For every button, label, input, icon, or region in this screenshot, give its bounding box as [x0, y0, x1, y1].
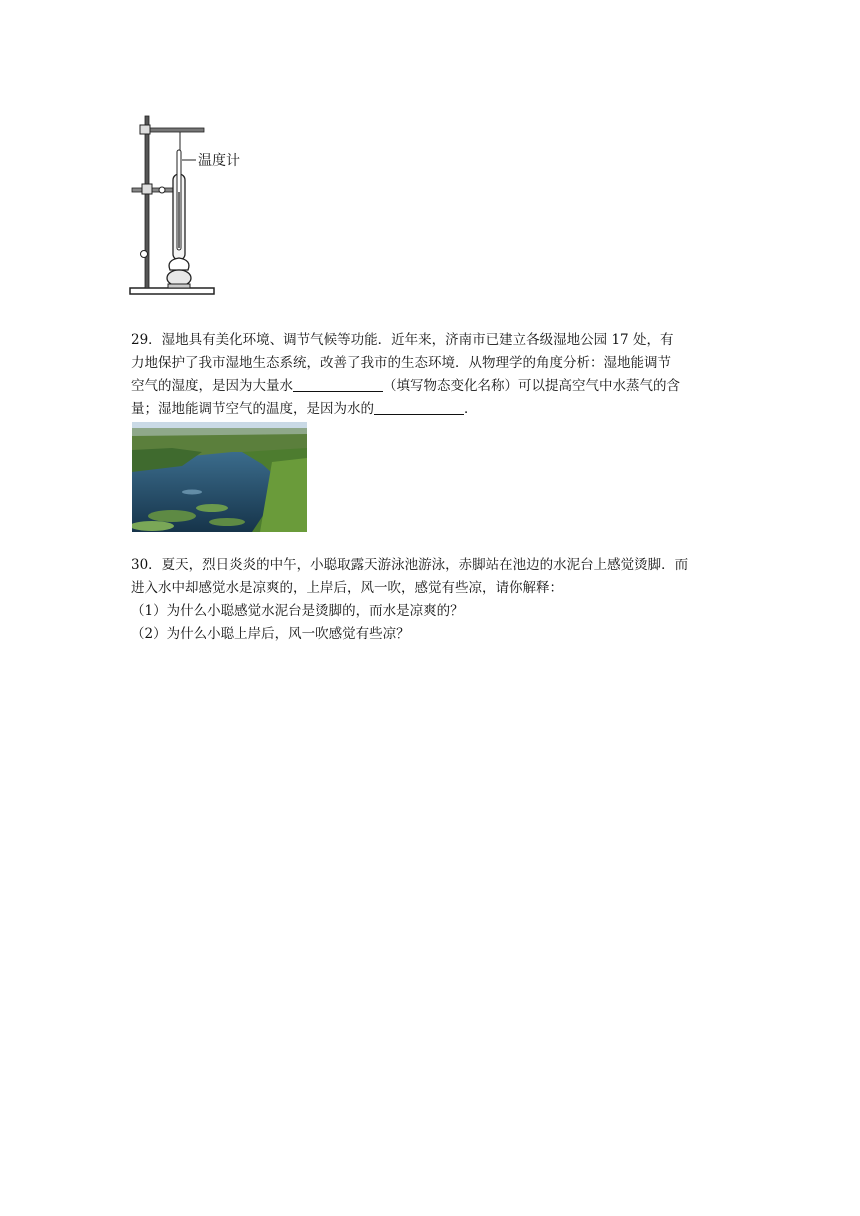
wetland-photo-icon: [132, 422, 307, 532]
wetland-photo: [132, 422, 307, 532]
thermometer-label: 温度计: [198, 153, 240, 169]
q30-line-2: 进入水中却感觉水是凉爽的，上岸后，风一吹，感觉有些凉，请你解释：: [131, 580, 563, 596]
q29-line-4-text-b: ．: [464, 401, 478, 417]
q29-line-1: 29．湿地具有美化环境、调节气候等功能．近年来，济南市已建立各级湿地公园 17 处，有: [131, 332, 674, 348]
answer-blank-2[interactable]: [374, 400, 464, 415]
q29-line-3-text-b: （填写物态变化名称）可以提高空气中水蒸气的含: [383, 378, 680, 394]
q29-line-4-text-a: 量；湿地能调节空气的温度，是因为水的: [131, 401, 374, 417]
q29-line-4: [131, 398, 743, 421]
q29-line-3: [131, 375, 743, 398]
thermometer-stand-icon: [128, 112, 268, 302]
question-30: [131, 554, 743, 646]
q30-sub-1: （1）为什么小聪感觉水泥台是烫脚的，而水是凉爽的？: [131, 603, 464, 619]
q29-line-2: 力地保护了我市湿地生态系统，改善了我市的生态环境．从物理学的角度分析：湿地能调节: [131, 355, 671, 371]
thermometer-apparatus-figure: [128, 112, 268, 302]
question-29: [131, 329, 743, 421]
answer-blank-1[interactable]: [293, 377, 383, 392]
q30-line-1: 30．夏天，烈日炎炎的中午，小聪取露天游泳池游泳，赤脚站在池边的水泥台上感觉烫脚．而: [131, 557, 689, 573]
q30-sub-2: （2）为什么小聪上岸后，风一吹感觉有些凉？: [131, 626, 410, 642]
q29-line-3-text-a: 空气的湿度，是因为大量水: [131, 378, 293, 394]
